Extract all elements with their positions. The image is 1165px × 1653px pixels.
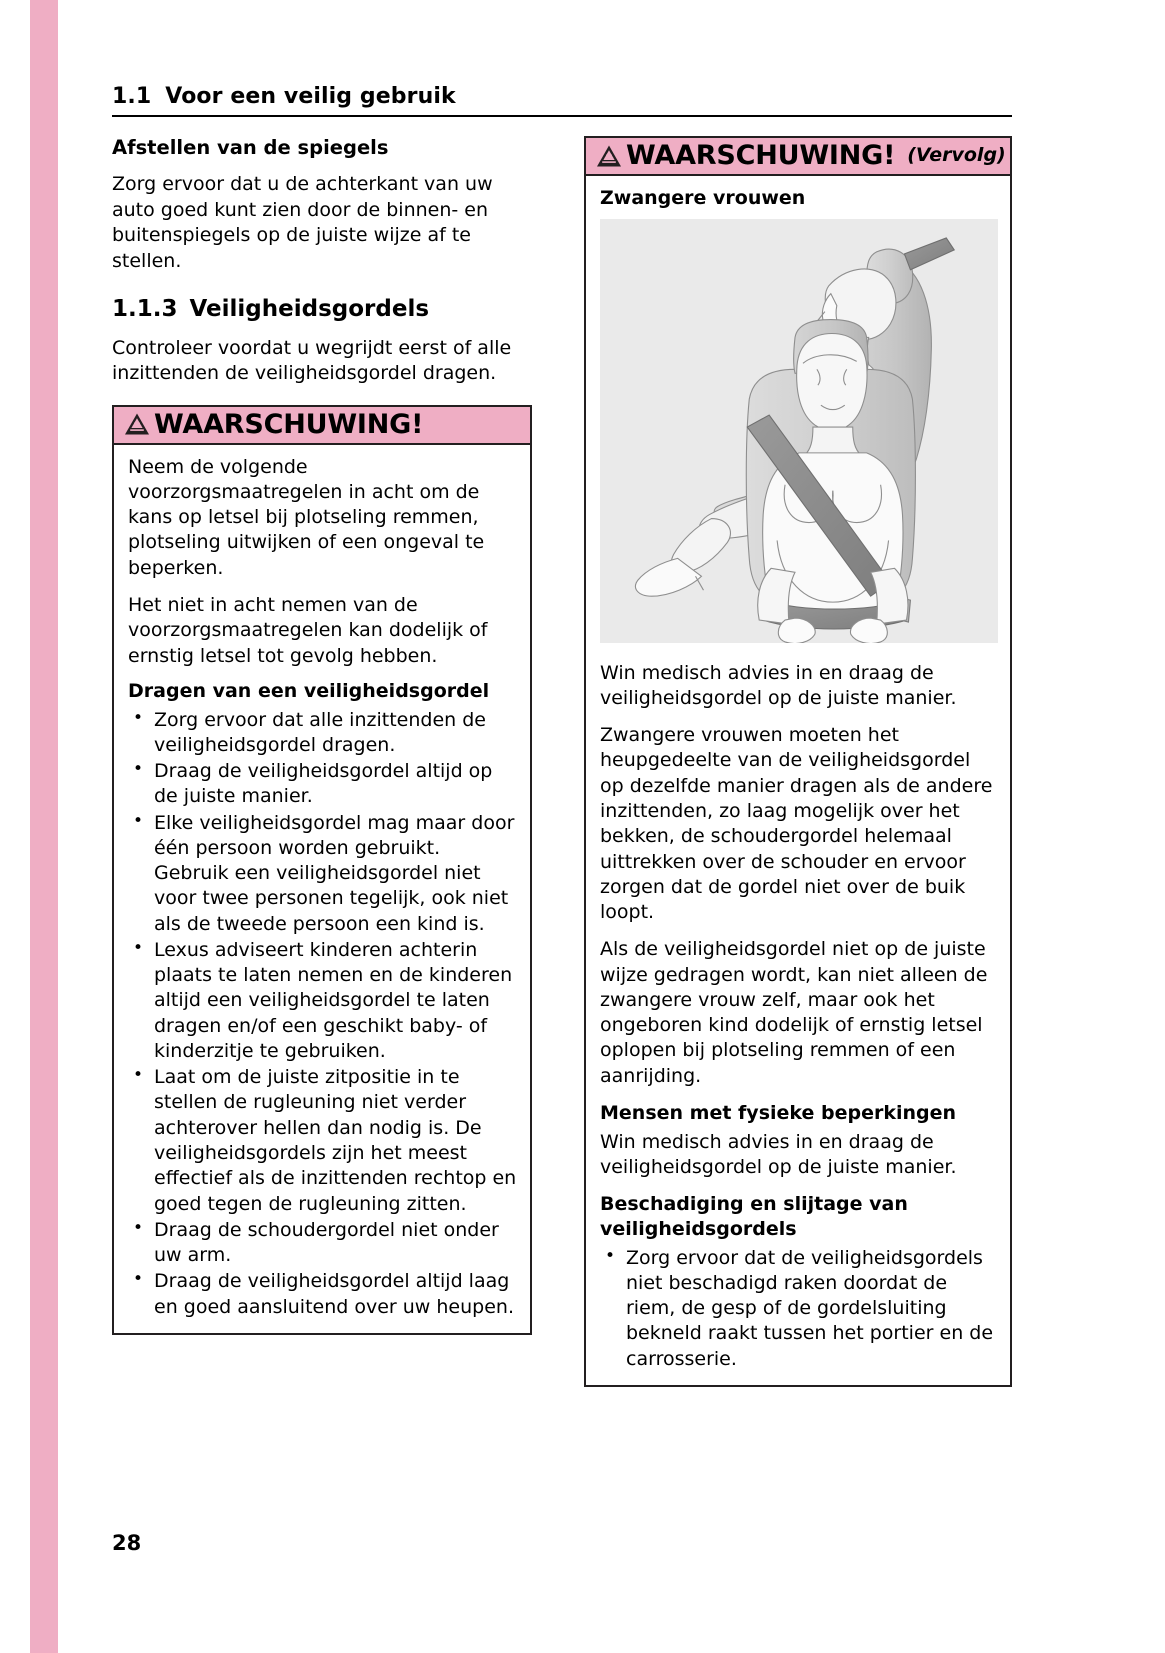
list-item: • Draag de schoudergordel niet onder uw arm. xyxy=(128,1218,518,1269)
running-head-title: Voor een veilig gebruik xyxy=(165,84,456,109)
list-item: • Zorg ervoor dat alle inzittenden de veiligheidsgordel dragen. xyxy=(128,708,518,759)
left-column xyxy=(112,136,532,1335)
warning-right-sub-heading-damage: Beschadiging en slijtage van veiligheidsgordels xyxy=(600,1193,908,1240)
page-spine-bar xyxy=(30,0,58,1653)
running-head-text xyxy=(112,84,1012,115)
warning-left-bullet-heading: Dragen van een veiligheidsgordel xyxy=(128,679,490,702)
sub-heading-mirrors: Afstellen van de spiegels xyxy=(112,136,389,159)
warning-box-left xyxy=(112,405,532,1335)
warning-right-bullet-list xyxy=(600,1246,998,1372)
warning-box-left-header xyxy=(114,407,530,445)
warning-continued-label: (Vervolg) xyxy=(907,144,1006,166)
warning-right-sub-heading-pregnant: Zwangere vrouwen xyxy=(600,187,806,209)
warning-triangle-icon xyxy=(596,144,622,168)
paragraph-seatbelts-intro: Controleer voordat u wegrijdt eerst of alle inzittenden de veiligheidsgordel dragen. xyxy=(112,336,512,385)
warning-title-left: WAARSCHUWING! xyxy=(154,408,424,440)
list-item: • Elke veiligheidsgordel mag maar door één persoon worden gebruikt. Gebruik een veiligheidsgordel niet voor twee personen tegelijk, ook niet als de tweede persoon een kind is. xyxy=(128,811,518,937)
running-head-rule xyxy=(112,115,1012,117)
section-number: 1.1.3 xyxy=(112,296,178,323)
illustration-svg xyxy=(600,219,998,643)
warning-right-paragraph-2: Zwangere vrouwen moeten het heupgedeelte van de veiligheidsgordel op dezelfde manier dragen als de andere inzittenden, zo laag mogelijk over het bekken, de schoudergordel helemaal uittrekken over de schouder en ervoor zorgen dat de gordel niet over de buik loopt. xyxy=(600,724,993,924)
pregnant-woman-seatbelt-illustration xyxy=(600,219,998,643)
running-head xyxy=(112,84,1012,117)
warning-title-right: WAARSCHUWING! xyxy=(626,140,896,171)
list-item: • Zorg ervoor dat de veiligheidsgordels niet beschadigd raken doordat de riem, de gesp of de gordelsluiting bekneld raakt tussen het portier en de carrosserie. xyxy=(600,1246,998,1372)
warning-box-right xyxy=(584,136,1012,1387)
list-item: • Lexus adviseert kinderen achterin plaats te laten nemen en de kinderen altijd een veiligheidsgordel te laten dragen en/of een geschikt baby- of kinderzitje te gebruiken. xyxy=(128,938,518,1064)
right-column xyxy=(584,136,1012,1387)
warning-right-paragraph-3: Als de veiligheidsgordel niet op de juiste wijze gedragen wordt, kan niet alleen de zwangere vrouw zelf, maar ook het ongeboren kind dodelijk of ernstig letsel oplopen bij plotseling remmen of een aanrijding. xyxy=(600,938,988,1087)
warning-box-right-header xyxy=(586,138,1010,176)
list-item: • Laat om de juiste zitpositie in te stellen de rugleuning niet verder achterover hellen dan nodig is. De veiligheidsgordels zijn het meest effectief als de inzittenden rechtop en goed tegen de rugleuning zitten. xyxy=(128,1065,518,1217)
warning-left-paragraph-2: Het niet in acht nemen van de voorzorgsmaatregelen kan dodelijk of ernstig letsel tot gevolg hebben. xyxy=(128,594,488,667)
paragraph-mirrors-intro: Zorg ervoor dat u de achterkant van uw auto goed kunt zien door de binnen- en buitenspiegels op de juiste wijze af te stellen. xyxy=(112,173,493,272)
warning-left-bullet-list xyxy=(128,708,518,1320)
warning-box-right-body xyxy=(586,176,1010,1385)
running-head-number: 1.1 xyxy=(112,84,152,109)
warning-right-sub-heading-disabilities: Mensen met fysieke beperkingen xyxy=(600,1101,957,1124)
warning-triangle-icon xyxy=(124,412,150,436)
section-title: Veiligheidsgordels xyxy=(189,296,430,323)
page-number: 28 xyxy=(112,1531,142,1555)
section-heading-seatbelts xyxy=(112,296,532,324)
warning-box-left-body xyxy=(114,445,530,1333)
warning-left-paragraph-1: Neem de volgende voorzorgsmaatregelen in acht om de kans op letsel bij plotseling remmen, plotseling uitwijken of een ongeval te beperken. xyxy=(128,455,485,579)
list-item: • Draag de veiligheidsgordel altijd laag en goed aansluitend over uw heupen. xyxy=(128,1269,518,1320)
warning-right-paragraph-1: Win medisch advies in en draag de veiligheidsgordel op de juiste manier. xyxy=(600,661,957,709)
warning-right-paragraph-4: Win medisch advies in en draag de veiligheidsgordel op de juiste manier. xyxy=(600,1130,957,1178)
list-item: • Draag de veiligheidsgordel altijd op de juiste manier. xyxy=(128,759,518,810)
page-content xyxy=(112,0,1012,1653)
